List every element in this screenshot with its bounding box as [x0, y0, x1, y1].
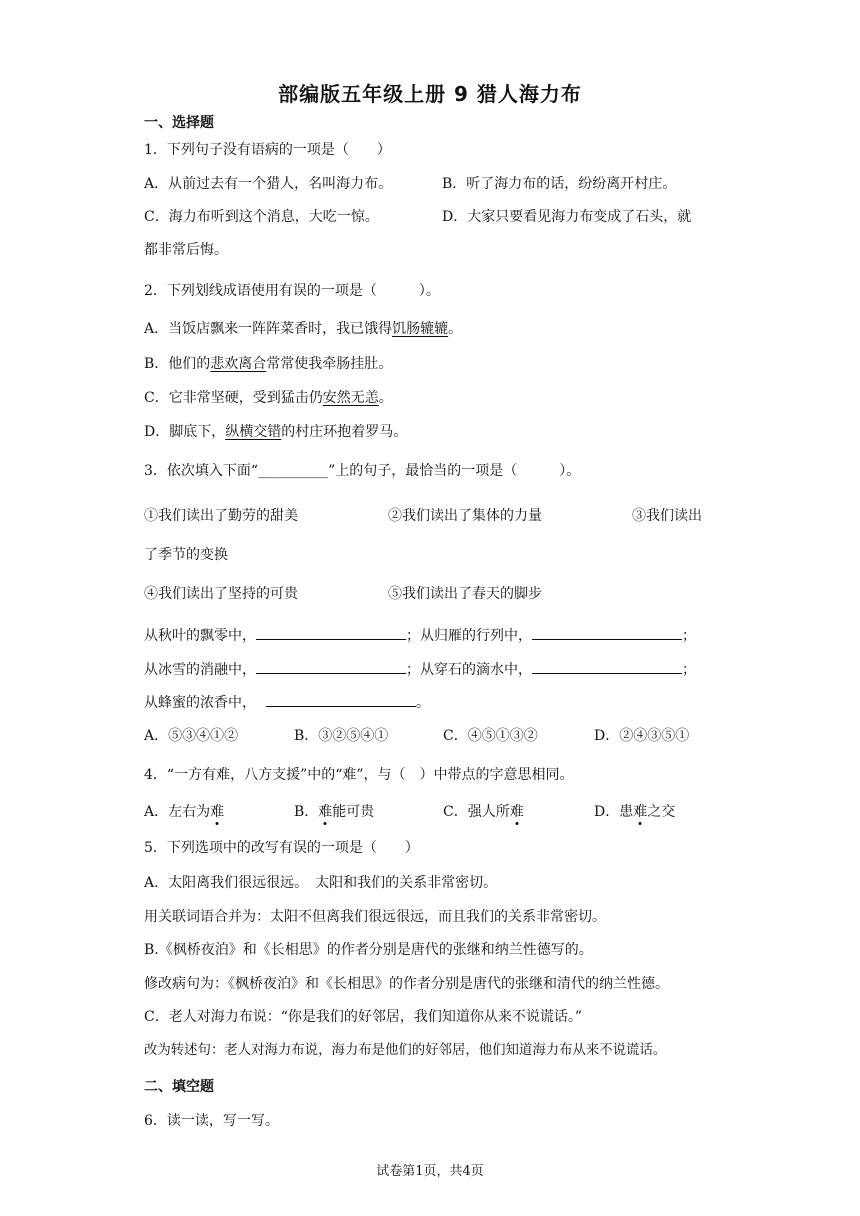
- q3-sentence-2: [144, 659, 696, 680]
- q3-item-3: ③我们读出: [632, 508, 702, 524]
- q1-stem: 1．下列句子没有语病的一项是（ ）: [144, 142, 391, 158]
- answer-blank[interactable]: [256, 625, 406, 640]
- page-footer: 试卷第1页，共4页: [376, 1164, 484, 1179]
- q3-sentence-3: [144, 692, 430, 713]
- q4-a-dotted-char: 难: [210, 804, 225, 820]
- q4-c-dotted-char: 难: [509, 804, 524, 820]
- q2-a-end: 。: [448, 321, 463, 337]
- q2-d-text: D．脚底下，: [144, 424, 226, 440]
- q4-option-b: [294, 802, 374, 822]
- q3-s2-end: ；: [682, 662, 696, 678]
- q1-option-a: A．从前过去有一个猎人，名叫海力布。: [144, 176, 393, 192]
- q2-c-end: 。: [378, 390, 393, 406]
- q5-option-a-rewrite: 用关联词语合并为：太阳不但离我们很远很远，而且我们的关系非常密切。: [144, 909, 606, 925]
- section-heading-choice: 一、选择题: [144, 115, 214, 131]
- q2-a-idiom: 饥肠辘辘: [392, 321, 449, 337]
- q1-option-b: B．听了海力布的话，纷纷离开村庄。: [442, 176, 677, 192]
- answer-blank[interactable]: [266, 692, 416, 707]
- section-heading-fill: 二、填空题: [144, 1079, 214, 1095]
- q3-sentence-1: [144, 625, 696, 646]
- q2-b-text: B．他们的: [144, 356, 211, 372]
- q5-option-c: C．老人对海力布说：“你是我们的好邻居，我们知道你从来不说谎话。”: [144, 1009, 583, 1025]
- q5-option-a: A．太阳离我们很远很远。 太阳和我们的关系非常密切。: [144, 875, 498, 891]
- answer-blank[interactable]: [532, 625, 682, 640]
- q2-option-c: [144, 388, 393, 408]
- q3-s1-start: 从秋叶的飘零中，: [144, 628, 256, 644]
- page-title: 部编版五年级上册 9 猎人海力布: [278, 82, 582, 106]
- q3-s1-end: ；: [682, 628, 696, 644]
- q3-option-d: D．②④③⑤①: [594, 728, 690, 744]
- q3-option-c: C．④⑤①③②: [443, 728, 538, 744]
- q4-option-d: [594, 802, 675, 822]
- q4-stem: 4．“一方有难，八方支援”中的“难”，与（ ）中带点的字意思相同。: [144, 767, 574, 783]
- q4-b-text: B．: [294, 804, 319, 820]
- q4-b-end: 能可贵: [332, 804, 375, 820]
- q2-c-text: C．它非常坚硬，受到猛击仍: [144, 390, 323, 406]
- q2-a-text: A．当饭店飘来一阵阵菜香时，我已饿得: [144, 321, 393, 337]
- q5-option-b-rewrite: 修改病句为：《枫桥夜泊》和《长相思》的作者分别是唐代的张继和清代的纳兰性德。: [144, 976, 669, 992]
- q3-item-3-cont: 了季节的变换: [144, 547, 228, 563]
- q3-stem: 3．依次填入下面“__________”上的句子，最恰当的一项是（ ）。: [144, 463, 581, 479]
- q3-s3-start: 从蜂蜜的浓香中，: [144, 695, 256, 711]
- q4-b-dotted-char: 难: [318, 804, 333, 820]
- q4-a-text: A．左右为: [144, 804, 211, 820]
- q4-d-text: D．患: [594, 804, 634, 820]
- answer-blank[interactable]: [532, 659, 682, 674]
- q3-item-5: ⑤我们读出了春天的脚步: [388, 586, 542, 602]
- q5-stem: 5．下列选项中的改写有误的一项是（ ）: [144, 840, 419, 856]
- q3-s2-start: 从冰雪的消融中，: [144, 662, 256, 678]
- q3-s1-mid: ；从归雁的行列中，: [406, 628, 532, 644]
- q6-stem: 6．读一读，写一写。: [144, 1113, 279, 1129]
- q3-s3-end: 。: [416, 695, 430, 711]
- q3-item-1: ①我们读出了勤劳的甜美: [144, 508, 298, 524]
- q3-option-a: A．⑤③④①②: [144, 728, 239, 744]
- q2-d-end: 的村庄环抱着罗马。: [281, 424, 408, 440]
- q5-option-c-rewrite: 改为转述句：老人对海力布说，海力布是他们的好邻居，他们知道海力布从来不说谎话。: [144, 1043, 667, 1058]
- q2-stem: 2．下列划线成语使用有误的一项是（ ）。: [144, 283, 440, 299]
- q2-c-idiom: 安然无恙: [322, 390, 379, 406]
- answer-blank[interactable]: [256, 659, 406, 674]
- q1-option-d: D．大家只要看见海力布变成了石头，就: [442, 209, 692, 225]
- q3-s2-mid: ；从穿石的滴水中，: [406, 662, 532, 678]
- q3-item-2: ②我们读出了集体的力量: [388, 508, 542, 524]
- q2-b-end: 常常使我牵肠挂肚。: [266, 356, 393, 372]
- q2-b-idiom: 悲欢离合: [210, 356, 267, 372]
- q2-option-d: [144, 422, 407, 442]
- q2-option-b: [144, 354, 392, 374]
- q2-option-a: [144, 319, 462, 339]
- q4-option-c: [443, 802, 524, 822]
- q4-d-end: 之交: [647, 804, 676, 820]
- q1-option-d-cont: 都非常后悔。: [144, 242, 228, 258]
- q2-d-idiom: 纵横交错: [225, 424, 282, 440]
- q4-d-dotted-char: 难: [633, 804, 648, 820]
- q1-option-c: C．海力布听到这个消息，大吃一惊。: [144, 209, 379, 225]
- q4-c-text: C．强人所: [443, 804, 510, 820]
- q3-option-b: B．③②⑤④①: [294, 728, 389, 744]
- q5-option-b: B.《枫桥夜泊》和《长相思》的作者分别是唐代的张继和纳兰性德写的。: [144, 942, 593, 958]
- q4-option-a: [144, 802, 224, 822]
- q3-item-4: ④我们读出了坚持的可贵: [144, 586, 298, 602]
